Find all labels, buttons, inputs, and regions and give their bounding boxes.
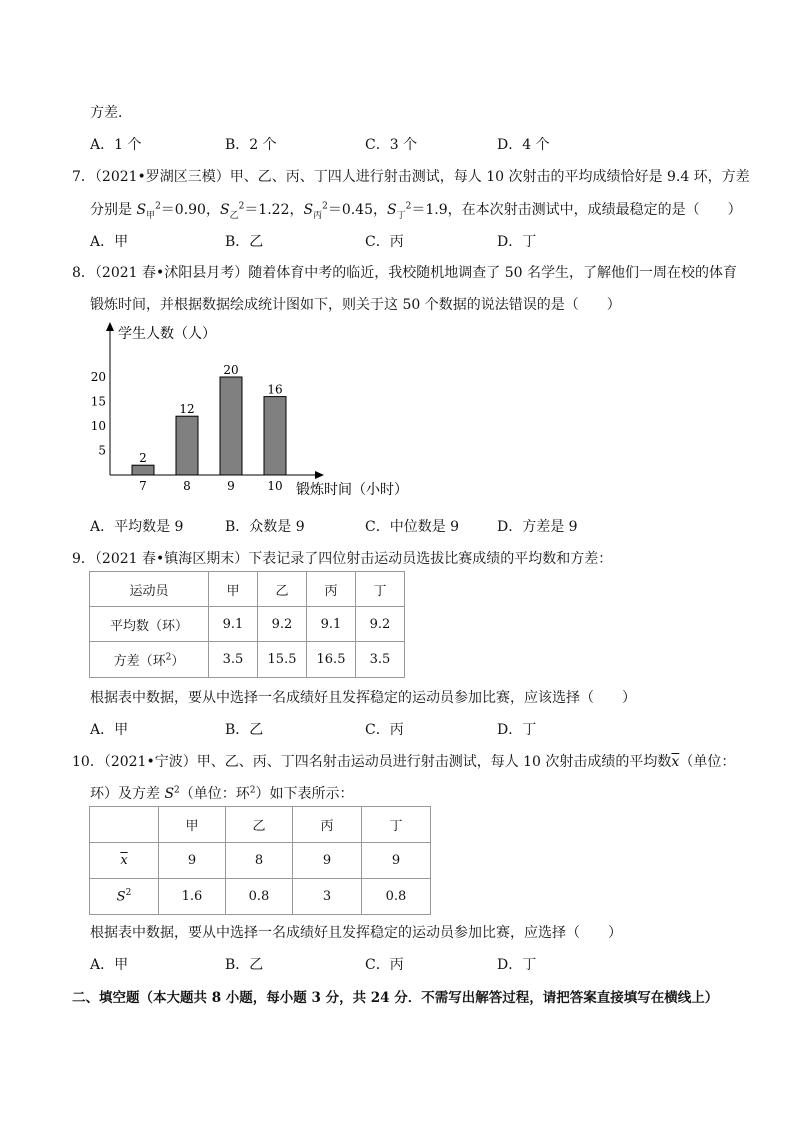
x-tick-label: 7 — [139, 479, 147, 493]
q10-header-cell: 丁 — [362, 807, 431, 843]
bar-value-label: 20 — [223, 363, 239, 377]
q7-option-d: D．丁 — [497, 234, 537, 250]
q10-header-cell: 丙 — [293, 807, 362, 843]
section-2-heading: 二、填空题（本大题共 8 小题，每小题 3 分，共 24 分．不需写出解答过程，请把答案直接填写在横线上） — [72, 990, 719, 1006]
y-tick-label: 5 — [98, 443, 106, 458]
q6-tail-text: 方差． — [90, 105, 132, 121]
q9-cell: 16.5 — [307, 642, 356, 678]
x-tick-label: 8 — [183, 479, 191, 493]
q7-line1: 7．（2021•罗湖区三模）甲、乙、丙、丁四人进行射击测试，每人 10 次射击的平均成绩恰好是 9.4 环，方差 — [72, 169, 750, 185]
q9-cell: 3.5 — [356, 642, 405, 678]
q9-row-label: 平均数（环） — [90, 607, 209, 642]
q9-header-cell: 运动员 — [90, 572, 209, 607]
x-axis-label: 锻炼时间（小时） — [296, 482, 408, 498]
q8-option-c: C．中位数是 9 — [365, 519, 460, 535]
q9-cell: 9.1 — [209, 607, 258, 642]
q8-option-b: B．众数是 9 — [225, 519, 305, 535]
q6-option-a: A．1 个 — [90, 137, 142, 153]
q9-header-row — [90, 572, 405, 607]
q10-header-row — [90, 807, 431, 843]
q8-options — [90, 516, 730, 536]
x-tick-label: 10 — [267, 479, 283, 493]
q9-option-b: B．乙 — [225, 722, 264, 738]
q9-header-cell: 乙 — [258, 572, 307, 607]
q6-option-b: B．2 个 — [225, 137, 277, 153]
q10-cell: 0.8 — [226, 879, 293, 915]
q10-option-a: A．甲 — [90, 957, 129, 973]
y-tick-label: 15 — [90, 394, 106, 409]
q9-cell: 15.5 — [258, 642, 307, 678]
q7-options — [90, 231, 730, 251]
q8-option-d: D．方差是 9 — [497, 519, 578, 535]
q10-row-label: $\overline{x}$ — [90, 843, 159, 879]
q8-line1: 8．（2021 春•沭阳县月考）随着体育中考的临近，我校随机地调查了 50 名学生，了解他们一周在校的体育 — [72, 265, 737, 281]
q8-line2: 锻炼时间，并根据数据绘成统计图如下，则关于这 50 个数据的说法错误的是（ ） — [90, 297, 621, 313]
q10-cell: 0.8 — [362, 879, 431, 915]
q9-row-label: 方差（环$^2$） — [90, 642, 209, 678]
q10-cell: 1.6 — [159, 879, 226, 915]
q9-cell: 9.2 — [356, 607, 405, 642]
q10-table — [89, 806, 431, 915]
bar-chart — [80, 322, 420, 502]
q9-cell: 9.1 — [307, 607, 356, 642]
bar — [132, 465, 154, 475]
bar — [264, 397, 286, 475]
q10-line1: 10．（2021•宁波）甲、乙、丙、丁四名射击运动员进行射击测试，每人 10 次射击成绩的平均数$\overline{x}$（单位： — [72, 754, 736, 770]
q10-option-d: D．丁 — [497, 957, 537, 973]
q6-option-d: D．4 个 — [497, 137, 550, 153]
q9-after: 根据表中数据，要从中选择一名成绩好且发挥稳定的运动员参加比赛，应该选择（ ） — [90, 690, 636, 706]
q7-option-c: C．丙 — [365, 234, 404, 250]
q9-cell: 3.5 — [209, 642, 258, 678]
q7-option-b: B．乙 — [225, 234, 264, 250]
q9-table — [89, 571, 405, 678]
bar-value-label: 2 — [139, 451, 147, 466]
q10-cell: 8 — [226, 843, 293, 879]
q10-var-row — [90, 879, 431, 915]
q10-row-label: $S^2$ — [90, 879, 159, 915]
q9-option-d: D．丁 — [497, 722, 537, 738]
q6-option-c: C．3 个 — [365, 137, 418, 153]
q10-mean-row — [90, 843, 431, 879]
bar — [220, 377, 242, 475]
q9-line1: 9．（2021 春•镇海区期末）下表记录了四位射击运动员选拔比赛成绩的平均数和方差： — [72, 551, 613, 567]
q10-after: 根据表中数据，要从中选择一名成绩好且发挥稳定的运动员参加比赛，应选择（ ） — [90, 925, 622, 941]
q9-option-a: A．甲 — [90, 722, 129, 738]
q10-option-b: B．乙 — [225, 957, 264, 973]
q9-header-cell: 丙 — [307, 572, 356, 607]
y-axis-label: 学生人数（人） — [118, 326, 216, 342]
q9-var-row — [90, 642, 405, 678]
q10-header-cell: 乙 — [226, 807, 293, 843]
q10-cell: 3 — [293, 879, 362, 915]
y-tick-label: 20 — [90, 370, 106, 384]
q7-option-a: A．甲 — [90, 234, 129, 250]
q9-header-cell: 甲 — [209, 572, 258, 607]
bar-value-label: 16 — [267, 382, 283, 397]
x-axis-arrow — [315, 471, 324, 479]
q9-header-cell: 丁 — [356, 572, 405, 607]
q10-header-cell: 甲 — [159, 807, 226, 843]
y-tick-label: 10 — [90, 419, 106, 433]
q10-options — [90, 954, 730, 974]
q9-option-c: C．丙 — [365, 722, 404, 738]
q10-option-c: C．丙 — [365, 957, 404, 973]
bar — [176, 416, 198, 475]
q6-options — [90, 134, 730, 154]
q10-cell: 9 — [293, 843, 362, 879]
q7-line2: 分别是 $S_甲^2=0.90$，$S_乙^2=1.22$，$S_丙^2=0.45$，$S_丁^2=1.9$，在本次射击测试中，成绩最稳定的是（ ） — [90, 201, 742, 221]
q10-cell: 9 — [159, 843, 226, 879]
q9-options — [90, 719, 730, 739]
y-axis-arrow — [106, 322, 114, 331]
q10-cell: 9 — [362, 843, 431, 879]
q8-option-a: A．平均数是 9 — [90, 519, 184, 535]
q9-cell: 9.2 — [258, 607, 307, 642]
q10-line2: 环）及方差 $S^2$（单位：环$^2$）如下表所示： — [90, 785, 354, 802]
bar-value-label: 12 — [179, 402, 195, 417]
x-tick-label: 9 — [227, 479, 235, 493]
q9-avg-row — [90, 607, 405, 642]
q10-header-cell — [90, 807, 159, 843]
